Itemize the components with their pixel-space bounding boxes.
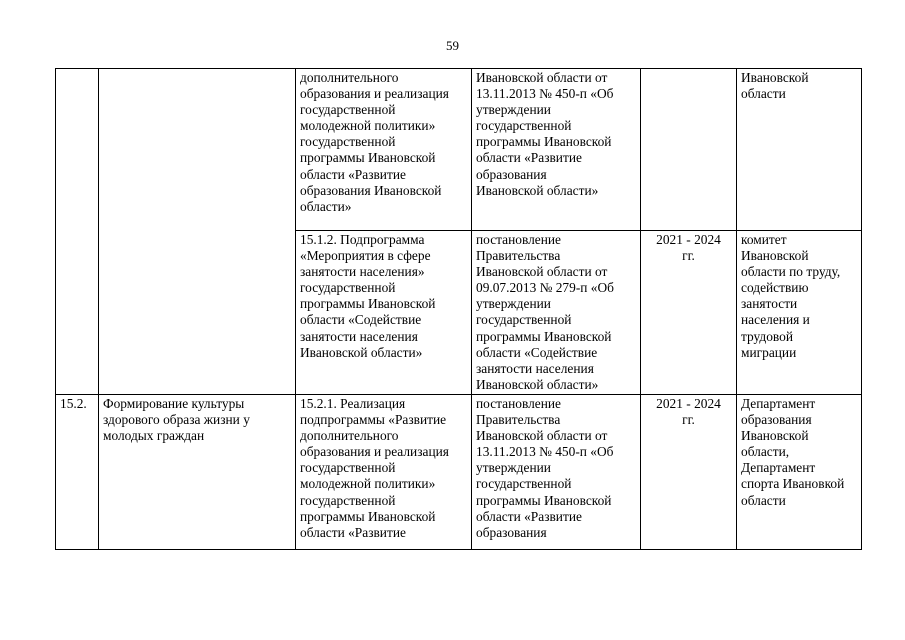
cell-number: 15.2. xyxy=(56,394,99,549)
cell-legal-act: постановление Правительства Ивановской области от 09.07.2013 № 279-п «Об утверждении государственной программы Ивановской области «Содействие занятости населения Ивановской области» xyxy=(472,231,641,395)
cell-period: 2021 - 2024 гг. xyxy=(641,231,737,395)
cell-direction xyxy=(99,69,296,395)
cell-program: 15.2.1. Реализация подпрограммы «Развитие дополнительного образования и реализация государственной молодежной политики» государственной программы Ивановской области «Развитие xyxy=(296,394,472,549)
cell-program: дополнительного образования и реализация государственной молодежной политики» государственной программы Ивановской области «Развитие образования Ивановской области» xyxy=(296,69,472,231)
page-number: 59 xyxy=(446,38,459,53)
program-table xyxy=(55,68,862,550)
cell-legal-act: постановление Правительства Ивановской области от 13.11.2013 № 450-п «Об утверждении государственной программы Ивановской области «Развитие образования xyxy=(472,394,641,549)
cell-legal-act: Ивановской области от 13.11.2013 № 450-п «Об утверждении государственной программы Ивановской области «Развитие образования Ивановской области» xyxy=(472,69,641,231)
cell-period: 2021 - 2024 гг. xyxy=(641,394,737,549)
table-row xyxy=(56,69,862,231)
cell-direction: Формирование культуры здорового образа жизни у молодых граждан xyxy=(99,394,296,549)
cell-number xyxy=(56,69,99,395)
cell-executor: Департамент образования Ивановской области, Департамент спорта Ивановкой области xyxy=(737,394,862,549)
cell-executor: комитет Ивановской области по труду, содействию занятости населения и трудовой миграции xyxy=(737,231,862,395)
table-row xyxy=(56,394,862,549)
cell-program: 15.1.2. Подпрограмма «Мероприятия в сфере занятости населения» государственной программы Ивановской области «Содействие занятости населения Ивановской области» xyxy=(296,231,472,395)
cell-period xyxy=(641,69,737,231)
cell-executor: Ивановской области xyxy=(737,69,862,231)
